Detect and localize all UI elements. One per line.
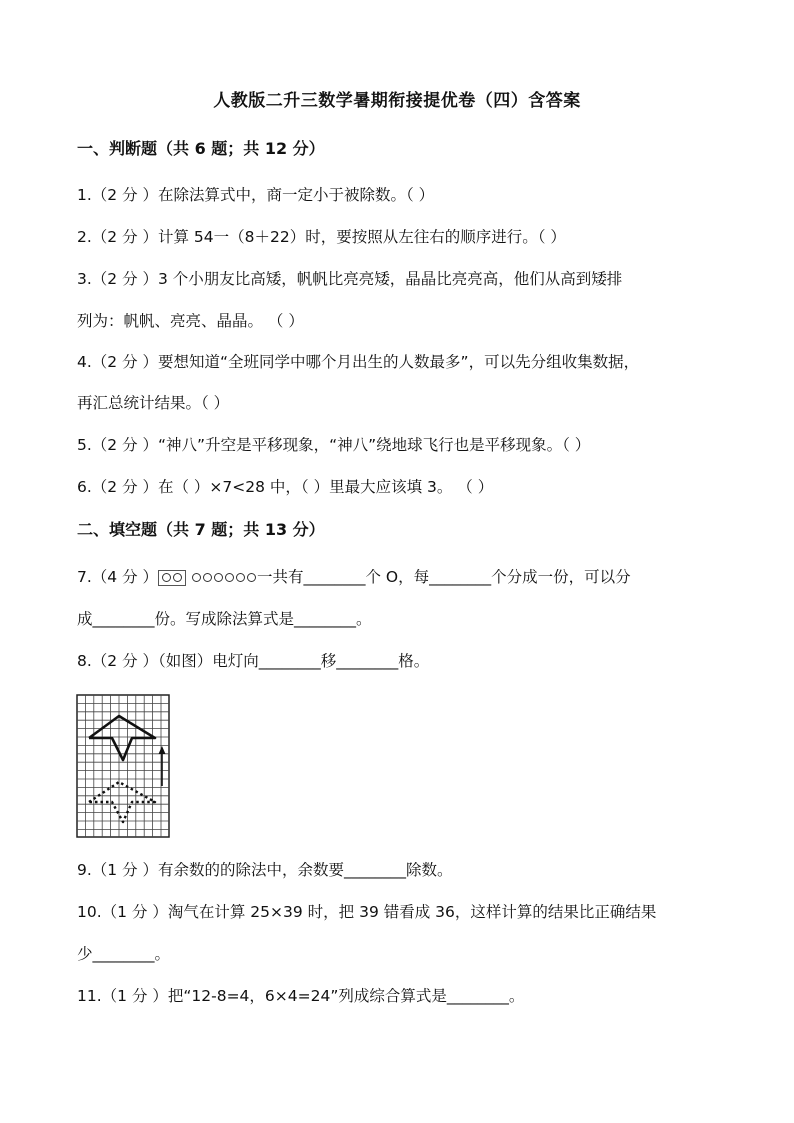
question-7-text: 一共有________个 O，每________个分成一份，可以分 [256,568,631,586]
question-7-line2: 成________份。写成除法算式是________。 [77,610,372,628]
page-title: 人教版二升三数学暑期衔接提优卷（四）含答案 [213,91,581,111]
question-10-line2: 少________。 [77,945,171,963]
circle-icon [162,573,171,582]
circle-icon [247,573,256,582]
question-5: 5.（2 分 ）“神八”升空是平移现象，“神八”绕地球飞行也是平移现象。（ ） [77,436,591,454]
section-heading-fill-in: 二、填空题（共 7 题；共 13 分） [77,520,325,539]
circle-icon [236,573,245,582]
question-9: 9.（1 分 ）有余数的的除法中，余数要________除数。 [77,861,453,879]
question-3-line2: 列为：帆帆、亮亮、晶晶。 （ ） [77,312,304,330]
question-3-line1: 3.（2 分 ）3 个小朋友比高矮，帆帆比亮亮矮，晶晶比亮亮高，他们从高到矮排 [77,270,623,288]
circle-icon [173,573,182,582]
question-10-line1: 10.（1 分 ）淘气在计算 25×39 时，把 39 错看成 36，这样计算的结果比正确结果 [77,903,657,921]
circle-icon [192,573,201,582]
lamp-grid-figure [76,694,170,838]
lamp-translation-grid-icon [76,694,170,838]
question-8: 8.（2 分 ）（如图）电灯向________移________格。 [77,652,430,670]
question-1: 1.（2 分 ）在除法算式中，商一定小于被除数。（ ） [77,186,435,204]
circle-pair-box [158,570,186,586]
section-heading-judgment: 一、判断题（共 6 题；共 12 分） [77,139,325,158]
question-2: 2.（2 分 ）计算 54一（8＋22）时，要按照从左往右的顺序进行。（ ） [77,228,566,246]
circle-row [191,568,257,586]
question-6: 6.（2 分 ）在（ ）×7<28 中，（ ）里最大应该填 3。 （ ） [77,478,494,496]
circle-icon [225,573,234,582]
circle-icon [214,573,223,582]
question-7-prefix: 7.（4 分 ） [77,568,159,586]
question-4-line1: 4.（2 分 ）要想知道“全班同学中哪个月出生的人数最多”，可以先分组收集数据， [77,353,640,371]
question-4-line2: 再汇总统计结果。（ ） [77,394,230,412]
circle-icon [203,573,212,582]
question-7-line1 [77,566,727,588]
question-11: 11.（1 分 ）把“12-8=4，6×4=24”列成综合算式是________。 [77,987,525,1005]
